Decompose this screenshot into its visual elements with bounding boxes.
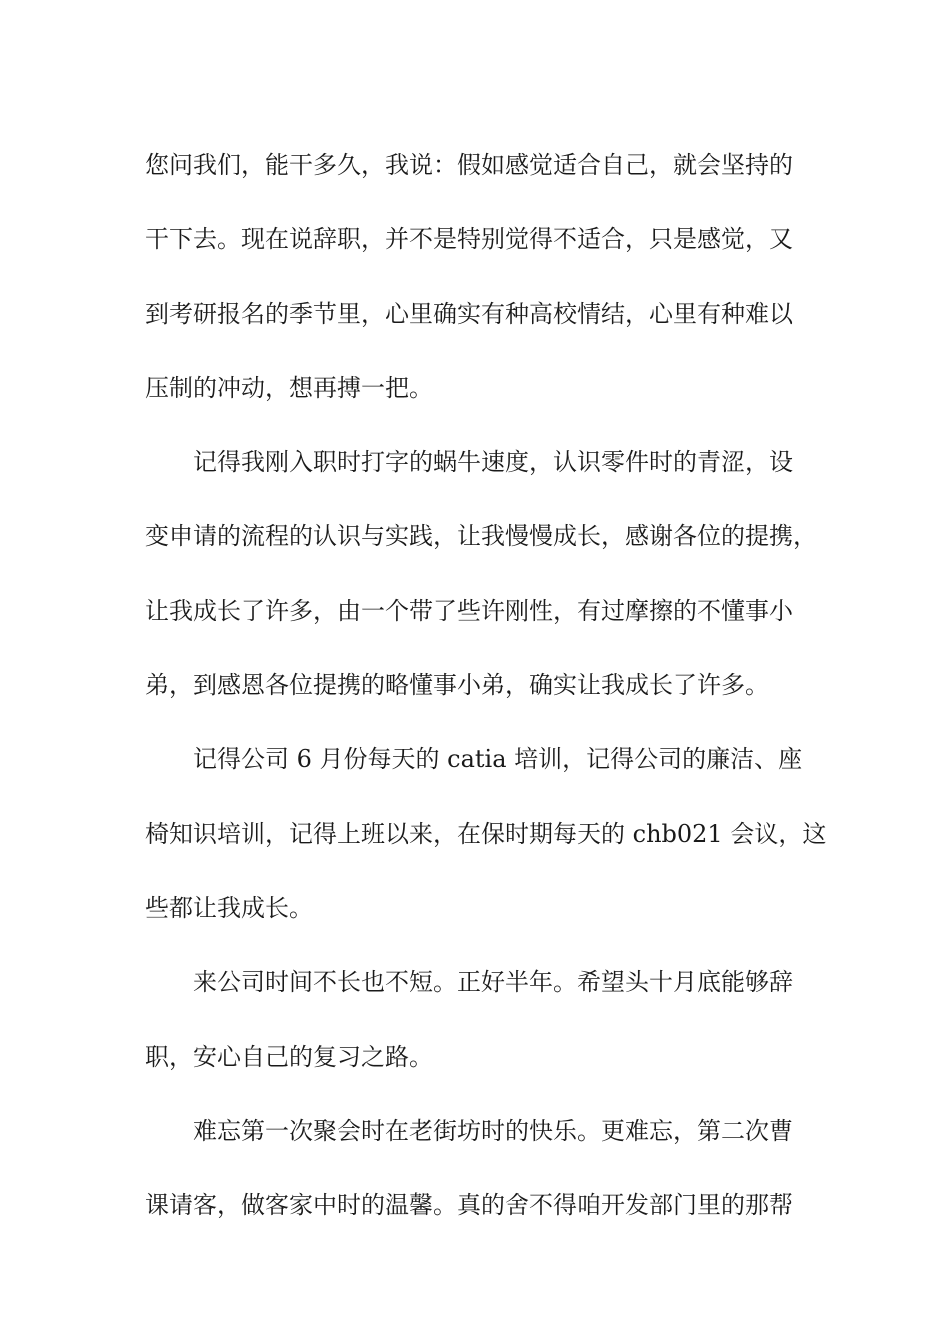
text-line: 压制的冲动，想再搏一把。 (145, 373, 433, 402)
text-line: 弟，到感恩各位提携的略懂事小弟，确实让我成长了许多。 (145, 671, 769, 700)
text-line: 到考研报名的季节里，心里确实有种高校情结，心里有种难以 (145, 299, 793, 328)
text-line: 椅知识培训，记得上班以来，在保时期每天的 chb021 会议，这 (145, 819, 827, 848)
text-line: 让我成长了许多，由一个带了些许刚性，有过摩擦的不懂事小 (145, 596, 793, 625)
text-line: 记得我刚入职时打字的蜗牛速度，认识零件时的青涩，设 (193, 448, 793, 477)
text-line: 课请客，做客家中时的温馨。真的舍不得咱开发部门里的那帮 (145, 1191, 793, 1220)
text-line: 变申请的流程的认识与实践，让我慢慢成长，感谢各位的提携， (145, 522, 817, 551)
document-body (145, 128, 835, 1242)
text-line: 您问我们，能干多久，我说：假如感觉适合自己，就会坚持的 (145, 151, 793, 179)
text-line: 干下去。现在说辞职，并不是特别觉得不适合，只是感觉，又 (145, 225, 793, 254)
text-line: 些都让我成长。 (145, 893, 313, 922)
text-line: 记得公司 6 月份每天的 catia 培训，记得公司的廉洁、座 (193, 745, 803, 774)
text-line: 难忘第一次聚会时在老街坊时的快乐。更难忘，第二次曹 (193, 1116, 793, 1145)
text-line: 来公司时间不长也不短。正好半年。希望头十月底能够辞 (193, 968, 793, 997)
text-line: 职，安心自己的复习之路。 (145, 1042, 433, 1071)
